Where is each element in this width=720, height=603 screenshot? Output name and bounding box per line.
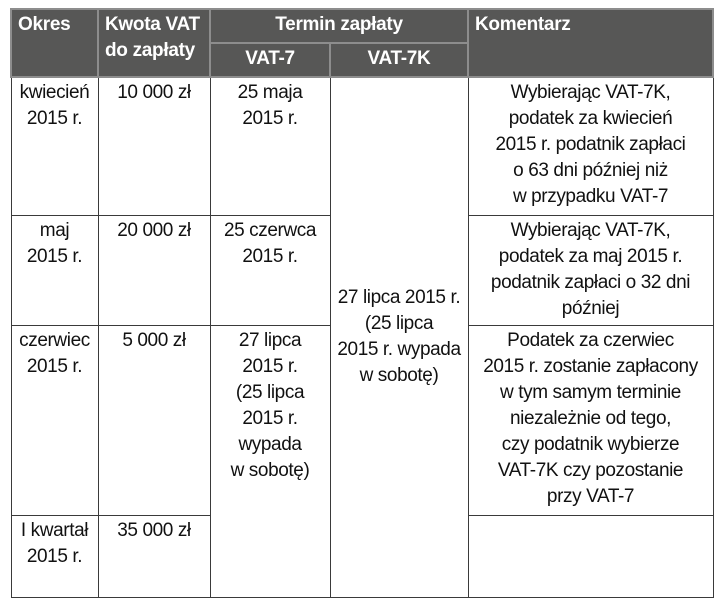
cell-vat7: 27 lipca 2015 r. (25 lipca 2015 r. wypada w sobotę): [210, 325, 330, 597]
cell-okres: kwiecień 2015 r.: [11, 77, 98, 215]
cell-vat7: 25 maja 2015 r.: [210, 77, 330, 215]
cell-vat7: 25 czerwca 2015 r.: [210, 215, 330, 325]
header-vat7: VAT-7: [210, 43, 330, 77]
cell-okres: maj 2015 r.: [11, 215, 98, 325]
cell-kwota: 35 000 zł: [98, 515, 210, 597]
header-vat7k: VAT-7K: [330, 43, 468, 77]
vat-payment-table: [10, 8, 714, 598]
cell-kwota: 20 000 zł: [98, 215, 210, 325]
header-kwota-vat: [98, 9, 210, 77]
cell-vat7k-merged: 27 lipca 2015 r. (25 lipca 2015 r. wypada w sobotę): [330, 77, 468, 597]
cell-komentarz: Wybierając VAT-7K, podatek za maj 2015 r. podatnik zapłaci o 32 dni później: [468, 215, 713, 325]
cell-kwota: 10 000 zł: [98, 77, 210, 215]
header-okres: Okres: [11, 9, 98, 77]
header-kwota-line2: do zapłaty: [105, 40, 195, 61]
cell-komentarz: Podatek za czerwiec 2015 r. zostanie zapłacony w tym samym terminie niezależnie od tego, czy podatnik wybierze VAT-7K czy pozostanie przy VAT-7: [468, 325, 713, 515]
cell-okres: czerwiec 2015 r.: [11, 325, 98, 515]
cell-okres: I kwartał 2015 r.: [11, 515, 98, 597]
header-kwota-line1: Kwota VAT: [105, 14, 200, 35]
header-termin-zaplaty: Termin zapłaty: [210, 9, 468, 43]
table-row-kwiecien: [11, 77, 713, 215]
cell-kwota: 5 000 zł: [98, 325, 210, 515]
header-komentarz: Komentarz: [468, 9, 713, 77]
cell-komentarz-empty: [468, 515, 713, 597]
cell-komentarz: Wybierając VAT-7K, podatek za kwiecień 2015 r. podatnik zapłaci o 63 dni później niż w przypadku VAT-7: [468, 77, 713, 215]
